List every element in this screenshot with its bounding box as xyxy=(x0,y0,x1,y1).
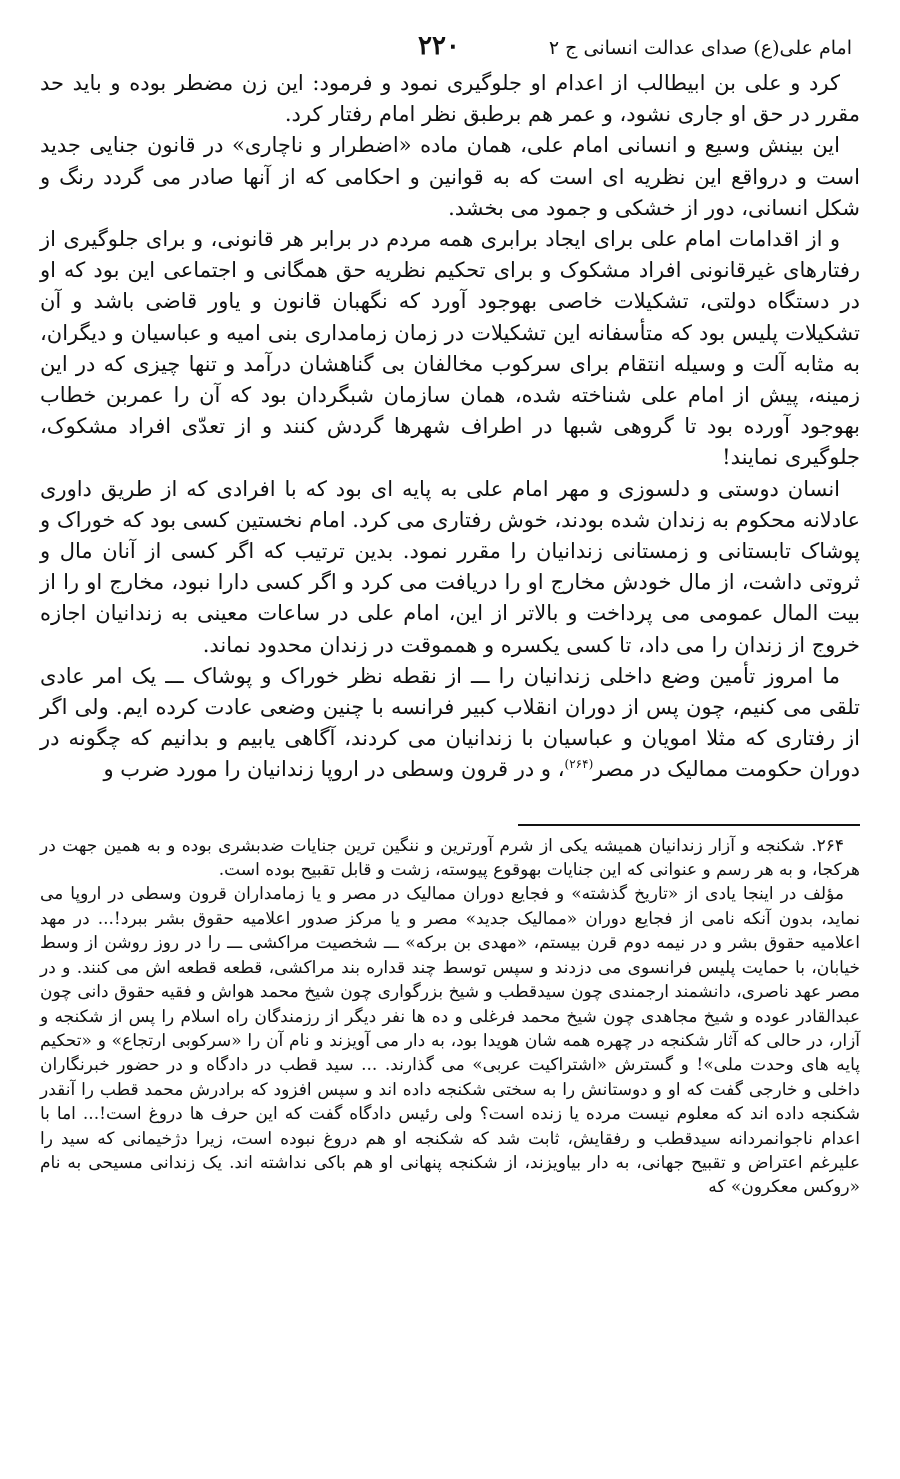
main-text xyxy=(40,68,860,786)
page-number: ۲۲۰ xyxy=(418,31,460,61)
footnote-reference[interactable]: (۲۶۴) xyxy=(564,757,594,772)
page-header xyxy=(40,28,860,68)
paragraph-text: ، و در قرون وسطی در اروپا زندانیان را مورد ضرب و xyxy=(103,757,565,782)
footnotes xyxy=(40,834,860,1200)
paragraph: و از اقدامات امام علی برای ایجاد برابری همه مردم در برابر هر قانونی، و برای جلوگیری از رفتارهای غیرقانونی افراد مشکوک و برای تحکیم نظریه حق همگانی و اجتماعی این بود که او در دستگاه دولتی، تشکیلات خاصی بهوجود آورد که نگهبان قانون و یاور قاضی باشد و آن تشکیلات پلیس بود که متأسفانه این تشکیلات در زمان زمامداری بنی امیه و عباسیان و دیگران، به مثابه آلت و وسیله انتقام برای سرکوب مخالفان بی گناهشان درآمد و تنها چیزی که در این زمینه، پیش از امام علی شناخته شده، همان سازمان شبگردان بود که آن را عمربن خطاب بهوجود آورده بود تا گروهی شبها در اطراف شهرها گردش کنند و از تعدّی افراد مشکوک، جلوگیری نمایند! xyxy=(40,227,860,470)
paragraph-text: ما امروز تأمین وضع داخلی زندانیان را ـــ از نقطه نظر خوراک و پوشاک ـــ یک امر عادی تلقی می کنیم، چون پس از دوران انقلاب کبیر فرانسه با چنین وضعی عادت کرده ایم. ولی اگر از رفتاری که مثلا امویان و عباسیان با زندانیان می کردند، آگاهی یابیم و بدانیم که چگونه در دوران حکومت ممالیک در مصر xyxy=(40,663,860,782)
paragraph xyxy=(40,661,860,786)
paragraph: کرد و علی بن ابیطالب از اعدام او جلوگیری نمود و فرمود: این زن مضطر بوده و باید حد مقرر در حق او جاری نشود، و عمر هم برطبق نظر امام رفتار کرد. xyxy=(40,71,860,127)
book-page xyxy=(40,28,860,1200)
running-title: امام علی(ع) صدای عدالت انسانی ج ۲ xyxy=(548,37,852,59)
paragraph: انسان دوستی و دلسوزی و مهر امام علی به پایه ای بود که با افرادی که از طریق داوری عادلانه محکوم به زندان شده بودند، خوش رفتاری می کرد. امام نخستین کسی بود که خوراک و پوشاک تابستانی و زمستانی زندانیان را مقرر نمود. بدین ترتیب که اگر کسی از آنان مال و ثروتی داشت، از مال خودش مخارج او را دریافت می کرد و اگر کسی دارا نبود، مخارج او را از بیت المال عمومی می پرداخت و بالاتر از این، امام علی در ساعات معینی به زندانیان اجازه خروج از زندان را می داد، تا کسی یکسره و همموقت در زندان محدود نماند. xyxy=(40,476,860,657)
footnote-divider xyxy=(518,824,860,826)
footnote: ۲۶۴. شکنجه و آزار زندانیان همیشه یکی از شرم آورترین و ننگین ترین جنایات ضدبشری بوده و به همین جهت در هرکجا، و به هر رسم و عنوانی که این جنایات بهوقوع پیوسته، زشت و قابل تقبیح بوده است. xyxy=(40,835,860,881)
footnote: مؤلف در اینجا یادی از «تاریخ گذشته» و فجایع دوران ممالیک در مصر و یا زمامداران قرون وسطی در اروپا می نماید، بدون آنکه نامی از فجایع دوران «ممالیک جدید» مصر و یا مرکز صدور اعلامیه حقوق بشر ببرد!... در مهد اعلامیه حقوق بشر و در نیمه دوم قرن بیستم، «مهدی بن برکه» ـــ شخصیت مراکشی ـــ را در روز روشن از وسط خیابان، با حمایت پلیس فرانسوی می دزدند و سپس توسط چند قداره بند مراکشی، قطعه قطعه اش می کنند. و در مصر عهد ناصری، دانشمند ارجمندی چون سیدقطب و شیخ بزرگواری چون شیخ محمد هواش و فقیه حقوق دانی چون عبدالقادر عوده و شیخ مجاهدی چون شیخ محمد فرغلی و ده ها نفر دیگر از رزمندگان راه اسلام را پس از شکنجه و آزار، در حالی که آثار شکنجه در چهره همه شان هویدا بود، به دار می آویزند و نام آن را «سرکوبی ارتجاع» و «تحکیم پایه های وحدت ملی»! و گسترش «اشتراکیت عربی» می گذارند. ... سید قطب در دادگاه و در حضور خبرنگاران داخلی و خارجی گفت که او و دوستانش را به سختی شکنجه داده اند و سپس افزود که برادرش محمد قطب را آنقدر شکنجه داده اند که معلوم نیست مرده یا زنده است؟ ولی رئیس دادگاه گفت که این حرف ها دروغ است!... اما با اعدام ناجوانمردانه سیدقطب و رفقایش، ثابت شد که شکنجه او هم دروغ نبوده است، زیرا دژخیمانی که سید را علیرغم اعتراض و تقبیح جهانی، به دار بیاویزند، از شکنجه پنهانی او هم باکی نداشته اند. یک زندانی مسیحی به نام «روکس معکرون» که xyxy=(40,884,860,1198)
paragraph: این بینش وسیع و انسانی امام علی، همان ماده «اضطرار و ناچاری» در قانون جنایی جدید است و درواقع این نظریه ای است که به قوانین و احکامی که از آنها صادر می گردد رنگ و شکل انسانی، دور از خشکی و جمود می بخشد. xyxy=(40,133,860,220)
